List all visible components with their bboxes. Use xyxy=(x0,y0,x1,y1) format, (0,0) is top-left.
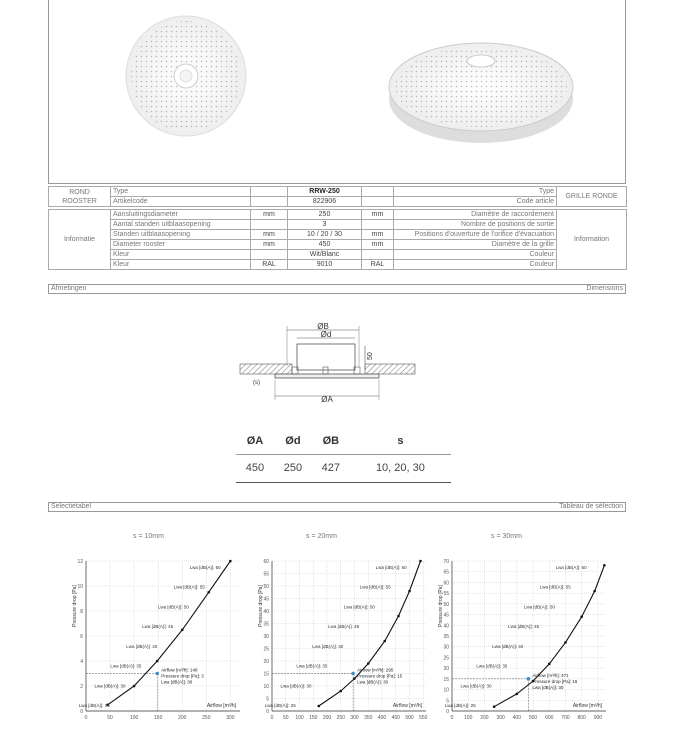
dims-value: 450 xyxy=(236,454,274,482)
y-tick-label: 8 xyxy=(80,609,83,615)
graph-title-30mm: s = 30mm xyxy=(491,533,522,540)
data-point xyxy=(207,591,210,594)
spec-row-label: Diameter rooster xyxy=(111,240,251,250)
type-label-nl: Type xyxy=(111,187,251,197)
y-tick-label: 30 xyxy=(263,634,269,640)
operating-annotation: Airflow [m³/h]: 471 xyxy=(532,672,569,678)
graph-title-20mm: s = 20mm xyxy=(306,533,337,540)
spec-row-label: Aantal standen uitblaasopening xyxy=(111,220,251,230)
spec-row-value: 250 xyxy=(288,210,362,220)
x-axis-label: Airflow [m³/h] xyxy=(206,703,236,709)
x-tick-label: 0 xyxy=(450,715,454,721)
y-tick-label: 0 xyxy=(446,709,449,715)
dims-value: 427 xyxy=(312,454,350,482)
y-tick-label: 60 xyxy=(263,559,269,565)
y-tick-label: 20 xyxy=(443,666,449,673)
dims-value: 250 xyxy=(274,454,312,482)
x-tick-label: 400 xyxy=(512,715,522,721)
data-point xyxy=(516,693,519,696)
spec-row-label-fr: Positions d'ouverture de l'orifice d'évacuation xyxy=(394,230,557,240)
x-tick-label: 500 xyxy=(528,715,538,721)
dims-header: ØB xyxy=(312,428,350,454)
product-side-label: ROND ROOSTER xyxy=(49,187,111,207)
sound-level-label: Lwa [dB(A)]: 50 xyxy=(343,604,375,610)
drawing-label-B: ØB xyxy=(317,322,329,331)
data-point xyxy=(353,677,356,680)
spec-row-value: 450 xyxy=(288,240,362,250)
y-tick-label: 25 xyxy=(443,655,449,662)
operating-point xyxy=(527,677,531,681)
operating-point xyxy=(351,672,355,676)
dimensions-label-fr: Dimensions xyxy=(586,285,623,292)
dims-header: ØA xyxy=(236,428,274,454)
sound-level-label: Lwa [dB(A)]: 45 xyxy=(328,624,360,630)
graph-title-10mm: s = 10mm xyxy=(133,533,164,540)
x-axis-label: Airflow [m³/h] xyxy=(392,703,422,709)
grille-perspective-view xyxy=(389,43,573,143)
y-tick-label: 0 xyxy=(80,709,83,715)
sound-level-label: Lwa [dB(A)]: 55 xyxy=(173,584,205,590)
x-tick-label: 50 xyxy=(282,715,289,721)
dims-value: 10, 20, 30 xyxy=(350,454,451,482)
chart-s30 xyxy=(434,553,614,729)
y-tick-label: 65 xyxy=(443,569,449,576)
spec-row-unit xyxy=(362,220,394,230)
drawing-label-s: (s) xyxy=(253,380,260,386)
x-tick-label: 50 xyxy=(107,715,113,721)
spec-row-value: 3 xyxy=(288,220,362,230)
sound-level-label: Lwa [dB(A)]: 35 xyxy=(110,663,142,669)
drawing-label-d: Ød xyxy=(320,330,332,339)
x-tick-label: 300 xyxy=(496,715,505,721)
dims-header: Ød xyxy=(274,428,312,454)
spec-row-label-fr: Diamètre de raccordement xyxy=(394,210,557,220)
x-tick-label: 250 xyxy=(336,715,345,721)
sound-level-label: Lwa [dB(A)]: 25 xyxy=(444,703,476,708)
sound-level-label: Lwa [dB(A)]: 25 xyxy=(78,703,110,708)
x-tick-label: 250 xyxy=(202,715,211,721)
data-point xyxy=(181,628,184,631)
spec-row-unit: mm xyxy=(362,230,394,240)
data-point xyxy=(408,590,411,593)
y-tick-label: 30 xyxy=(443,644,449,651)
code-label-nl: Artikelcode xyxy=(111,197,251,207)
spec-row-label: Kleur xyxy=(111,250,251,260)
x-tick-label: 400 xyxy=(377,715,387,721)
y-tick-label: 45 xyxy=(263,596,269,603)
x-tick-label: 700 xyxy=(561,715,570,721)
dimensions-table xyxy=(236,428,451,483)
operating-annotation: Pressure drop [Pa]: 15 xyxy=(357,673,403,679)
sound-level-label: Lwa [dB(A)]: 30 xyxy=(460,683,492,689)
sound-level-label: Lwa [dB(A)]: 35 xyxy=(296,663,328,669)
y-tick-label: 70 xyxy=(443,559,449,565)
x-tick-label: 150 xyxy=(309,715,318,721)
y-tick-label: 35 xyxy=(263,621,269,628)
operating-annotation: Airflow [m³/h]: 295 xyxy=(357,667,394,673)
spec-type-table xyxy=(48,186,627,207)
spec-row-value: Wit/Blanc xyxy=(288,250,362,260)
spec-row-value: 9010 xyxy=(288,260,362,270)
y-tick-label: 60 xyxy=(443,580,449,587)
sound-level-label: Lwa [dB(A)]: 60 xyxy=(189,565,221,570)
sound-level-label: Lwa [dB(A)]: 45 xyxy=(142,624,174,630)
operating-annotation: Pressure drop [Pa]: 15 xyxy=(532,678,578,684)
data-point xyxy=(564,641,567,644)
data-point xyxy=(383,640,386,643)
drawing-label-A: ØA xyxy=(321,395,333,404)
sound-level-label: Lwa [dB(A)]: 25 xyxy=(264,703,296,708)
sound-level-label: Lwa [dB(A)]: 40 xyxy=(492,643,524,649)
y-tick-label: 0 xyxy=(266,709,269,715)
y-axis-label: Pressure drop [Pa] xyxy=(438,585,444,627)
y-tick-label: 10 xyxy=(263,684,269,690)
x-tick-label: 800 xyxy=(577,715,586,721)
spec-row-unit: mm xyxy=(251,230,288,240)
x-axis-label: Airflow [m³/h] xyxy=(572,703,602,709)
data-point xyxy=(580,615,583,618)
spec-row-unit xyxy=(251,220,288,230)
y-tick-label: 5 xyxy=(446,698,449,705)
x-tick-label: 450 xyxy=(391,715,400,721)
code-value: 822906 xyxy=(288,197,362,207)
spec-row-label-fr: Couleur xyxy=(394,260,557,270)
spec-row-label: Kleur xyxy=(111,260,251,270)
spec-row-label: Aansluitingsdiameter xyxy=(111,210,251,220)
code-label-fr: Code article xyxy=(394,197,557,207)
chart-s10 xyxy=(68,553,248,729)
type-label-fr: Type xyxy=(394,187,557,197)
y-tick-label: 40 xyxy=(443,623,449,630)
chart-s20 xyxy=(254,553,434,729)
selection-label-nl: Selectietabel xyxy=(51,503,92,510)
sound-level-label: Lwa [dB(A)]: 60 xyxy=(555,565,587,570)
y-tick-label: 15 xyxy=(263,671,269,678)
x-tick-label: 100 xyxy=(295,715,304,721)
spec-row-unit: mm xyxy=(362,210,394,220)
operating-point xyxy=(155,672,159,676)
x-tick-label: 550 xyxy=(419,715,428,721)
x-tick-label: 200 xyxy=(322,715,332,721)
spec-row-label: Standen uitblaasopening xyxy=(111,230,251,240)
technical-drawing xyxy=(235,318,450,410)
operating-annotation: Lwa [dB(A)]: 30 xyxy=(357,679,389,685)
spec-row-unit xyxy=(251,250,288,260)
x-tick-label: 350 xyxy=(364,715,373,721)
spec-row-unit: mm xyxy=(251,210,288,220)
spec-row-unit: mm xyxy=(362,240,394,250)
sound-level-label: Lwa [dB(A)]: 55 xyxy=(359,584,391,590)
y-tick-label: 35 xyxy=(443,634,449,640)
selection-section-bar xyxy=(48,502,626,512)
data-point xyxy=(603,564,606,567)
y-tick-label: 20 xyxy=(263,659,269,665)
x-tick-label: 200 xyxy=(178,715,187,721)
spec-info-table xyxy=(48,209,627,270)
product-side-label-fr: GRILLE RONDE xyxy=(557,187,627,207)
sound-level-label: Lwa [dB(A)]: 50 xyxy=(523,604,555,610)
spec-row-label-fr: Diamètre de la grille xyxy=(394,240,557,250)
y-tick-label: 2 xyxy=(80,684,83,690)
spec-row-unit xyxy=(362,250,394,260)
data-point xyxy=(419,560,422,563)
product-photos xyxy=(49,0,627,185)
spec-row-unit: RAL xyxy=(362,260,394,270)
y-tick-label: 4 xyxy=(80,659,83,665)
type-value: RRW-250 xyxy=(288,187,362,197)
operating-annotation: Lwa [dB(A)]: 30 xyxy=(532,684,564,690)
x-tick-label: 600 xyxy=(545,715,554,721)
data-point xyxy=(367,662,370,665)
spec-row-label-fr: Couleur xyxy=(394,250,557,260)
data-point xyxy=(317,705,320,708)
x-tick-label: 900 xyxy=(593,715,603,721)
data-point xyxy=(133,685,136,688)
spec-row-value: 10 / 20 / 30 xyxy=(288,230,362,240)
drawing-label-h: 50 xyxy=(367,352,374,360)
grille-front-view xyxy=(126,16,246,136)
y-tick-label: 10 xyxy=(443,687,449,694)
operating-annotation: Airflow [m³/h]: 148 xyxy=(161,667,198,673)
sound-level-label: Lwa [dB(A)]: 40 xyxy=(312,643,344,649)
operating-annotation: Pressure drop [Pa]: 3 xyxy=(161,673,204,679)
y-tick-label: 50 xyxy=(263,584,269,590)
sound-level-label: Lwa [dB(A)]: 55 xyxy=(539,584,571,590)
y-tick-label: 5 xyxy=(266,696,269,703)
spec-row-label-fr: Nombre de positions de sortie xyxy=(394,220,557,230)
info-label-fr: Information xyxy=(557,210,627,270)
spec-row-unit: RAL xyxy=(251,260,288,270)
y-tick-label: 55 xyxy=(263,571,269,578)
x-tick-label: 200 xyxy=(480,715,489,721)
y-tick-label: 40 xyxy=(263,609,269,615)
sound-level-label: Lwa [dB(A)]: 50 xyxy=(157,604,189,610)
sound-level-label: Lwa [dB(A)]: 45 xyxy=(508,624,540,630)
data-point xyxy=(593,590,596,593)
y-axis-label: Pressure drop [Pa] xyxy=(258,585,264,627)
y-tick-label: 12 xyxy=(77,559,83,565)
sound-level-label: Lwa [dB(A)]: 35 xyxy=(476,663,508,669)
product-photo-frame xyxy=(48,0,626,184)
sound-level-label: Lwa [dB(A)]: 60 xyxy=(375,565,407,570)
y-tick-label: 6 xyxy=(80,634,83,640)
x-tick-label: 150 xyxy=(154,715,163,721)
y-tick-label: 50 xyxy=(443,601,449,608)
y-tick-label: 45 xyxy=(443,612,449,619)
x-tick-label: 100 xyxy=(129,715,139,721)
sound-level-label: Lwa [dB(A)]: 30 xyxy=(280,683,312,689)
y-tick-label: 55 xyxy=(443,591,449,598)
data-point xyxy=(493,705,496,708)
y-tick-label: 15 xyxy=(443,676,449,683)
y-tick-label: 10 xyxy=(77,584,83,590)
data-point xyxy=(156,660,159,663)
selection-label-fr: Tableau de sélection xyxy=(559,503,623,510)
data-point xyxy=(229,560,232,563)
y-axis-label: Pressure drop [Pa] xyxy=(72,585,78,627)
data-point xyxy=(548,663,551,666)
x-tick-label: 0 xyxy=(84,715,88,721)
y-tick-label: 25 xyxy=(263,646,269,653)
sound-level-label: Lwa [dB(A)]: 40 xyxy=(126,643,158,649)
x-tick-label: 0 xyxy=(270,715,274,721)
x-tick-label: 300 xyxy=(226,715,235,721)
data-point xyxy=(339,690,342,693)
data-point xyxy=(397,615,400,618)
operating-annotation: Lwa [dB(A)]: 30 xyxy=(161,679,193,685)
info-label-nl: Informatie xyxy=(49,210,111,270)
dimensions-section-bar xyxy=(48,284,626,294)
x-tick-label: 300 xyxy=(350,715,359,721)
x-tick-label: 100 xyxy=(464,715,473,721)
x-tick-label: 500 xyxy=(405,715,414,721)
dimensions-label-nl: Afmetingen xyxy=(51,285,87,292)
sound-level-label: Lwa [dB(A)]: 30 xyxy=(94,683,126,689)
dims-header: s xyxy=(350,428,451,454)
spec-row-unit: mm xyxy=(251,240,288,250)
